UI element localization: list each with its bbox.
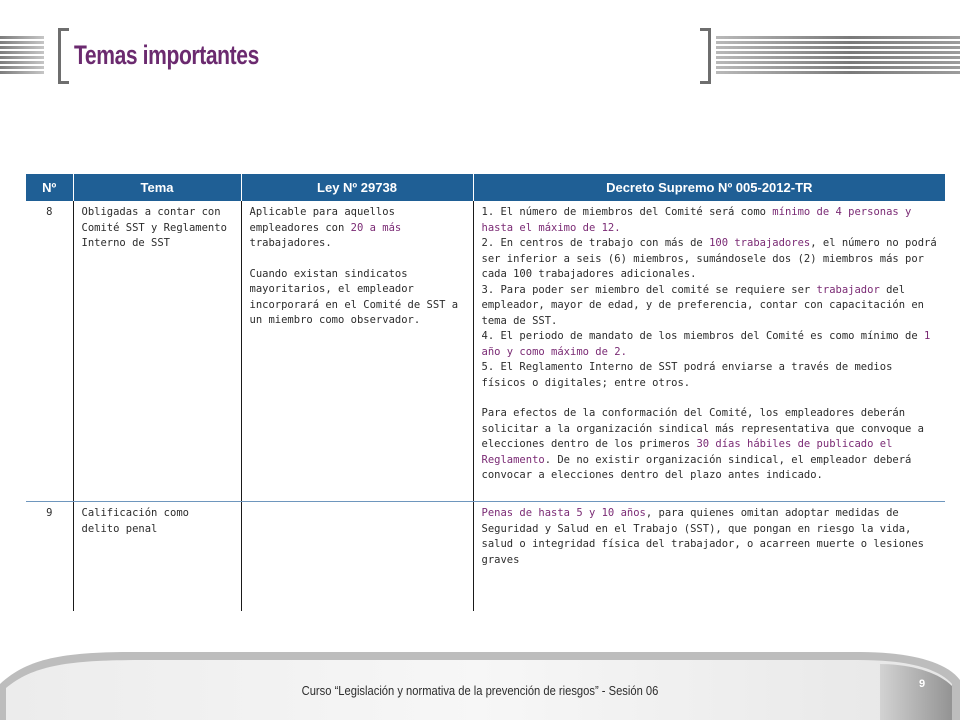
column-header-tema: Tema [73, 174, 241, 201]
cell-paragraph [482, 236, 938, 283]
column-header-decreto: Decreto Supremo Nº 005-2012-TR [473, 174, 945, 201]
body-text: Cuando existan sindicatos mayoritarios, el empleador incorporará en el Comité de SST a un miembro como observador. [249, 267, 459, 326]
title-bracket-left [58, 28, 69, 84]
header-stripes-left [0, 36, 44, 76]
cell-paragraph [482, 406, 938, 484]
footer-course-text: Curso “Legislación y normativa de la prevención de riesgos” - Sesión 06 [301, 683, 659, 698]
body-text: , para quienes omitan adoptar medidas de Seguridad y Salud en el Trabajo (SST), que pongan en riesgo la vida, salud o integridad física del trabajador, o acarreen muerte o lesiones graves [481, 507, 925, 566]
body-text: trabajadores. [249, 237, 332, 249]
body-text: 5. El Reglamento Interno de SST podrá enviarse a través de medios físicos o digitales; entre otros. [481, 361, 893, 389]
highlighted-text: 20 a más [350, 221, 402, 234]
page-number: 9 [918, 678, 926, 690]
column-header-ley: Ley Nº 29738 [241, 174, 473, 201]
cell-paragraph [482, 506, 938, 568]
footer-swoosh [0, 640, 960, 720]
highlighted-text: Penas de hasta 5 y 10 años [481, 507, 646, 519]
body-text: 4. El periodo de mandato de los miembros del Comité es como mínimo de [481, 330, 925, 342]
body-text: del empleador, mayor de edad, y de preferencia, contar con capacitación en tema de SST. [481, 283, 925, 327]
cell-paragraph [482, 360, 938, 391]
highlighted-text: trabajador [816, 283, 880, 296]
cell-decreto [473, 201, 945, 502]
highlighted-text: 30 días hábiles de publicado el Reglamento [481, 438, 893, 466]
body-text: . De no existir organización sindical, el empleador deberá convocar a elecciones dentro del plazo antes indicado. [481, 453, 912, 481]
cell-paragraph [482, 283, 938, 330]
topics-table [26, 174, 945, 611]
table-row [26, 502, 945, 612]
highlighted-text: 1 año y como máximo de 2. [481, 330, 931, 358]
body-text: Para efectos de la conformación del Comité, los empleadores deberán solicitar a la organización sindical más representativa que convoque a elecciones dentro de los primeros [481, 407, 925, 450]
cell-tema: Calificación como delito penal [73, 502, 241, 612]
highlighted-text: 100 trabajadores [709, 237, 811, 249]
column-header-num: Nº [26, 174, 73, 201]
cell-num: 9 [46, 507, 53, 519]
highlighted-text: mínimo de 4 personas y hasta el máximo de 12. [481, 206, 912, 234]
cell-paragraph [482, 329, 938, 360]
cell-ley [241, 502, 473, 612]
cell-decreto [473, 502, 945, 612]
table-row [26, 201, 945, 502]
title-bracket-right [700, 28, 711, 84]
cell-paragraph [482, 205, 938, 236]
body-text: 3. Para poder ser miembro del comité se requiere ser [481, 283, 817, 296]
body-text: Aplicable para aquellos empleadores con [249, 206, 395, 234]
page-title: Temas importantes [74, 40, 259, 70]
cell-paragraph [250, 267, 465, 329]
body-text: 1. El número de miembros del Comité será como [481, 206, 773, 218]
body-text: 2. En centros de trabajo con más de [481, 237, 710, 249]
cell-tema: Obligadas a contar con Comité SST y Reglamento Interno de SST [73, 201, 241, 502]
header-stripes-right [716, 36, 960, 76]
body-text: , el número no podrá ser inferior a seis (6) miembros, sumándosele dos (2) miembros más por cada 100 trabajadores adicionales. [481, 237, 937, 280]
cell-num: 8 [26, 201, 73, 502]
cell-ley [241, 201, 473, 502]
table-header-row [26, 174, 945, 201]
cell-paragraph [250, 205, 465, 252]
